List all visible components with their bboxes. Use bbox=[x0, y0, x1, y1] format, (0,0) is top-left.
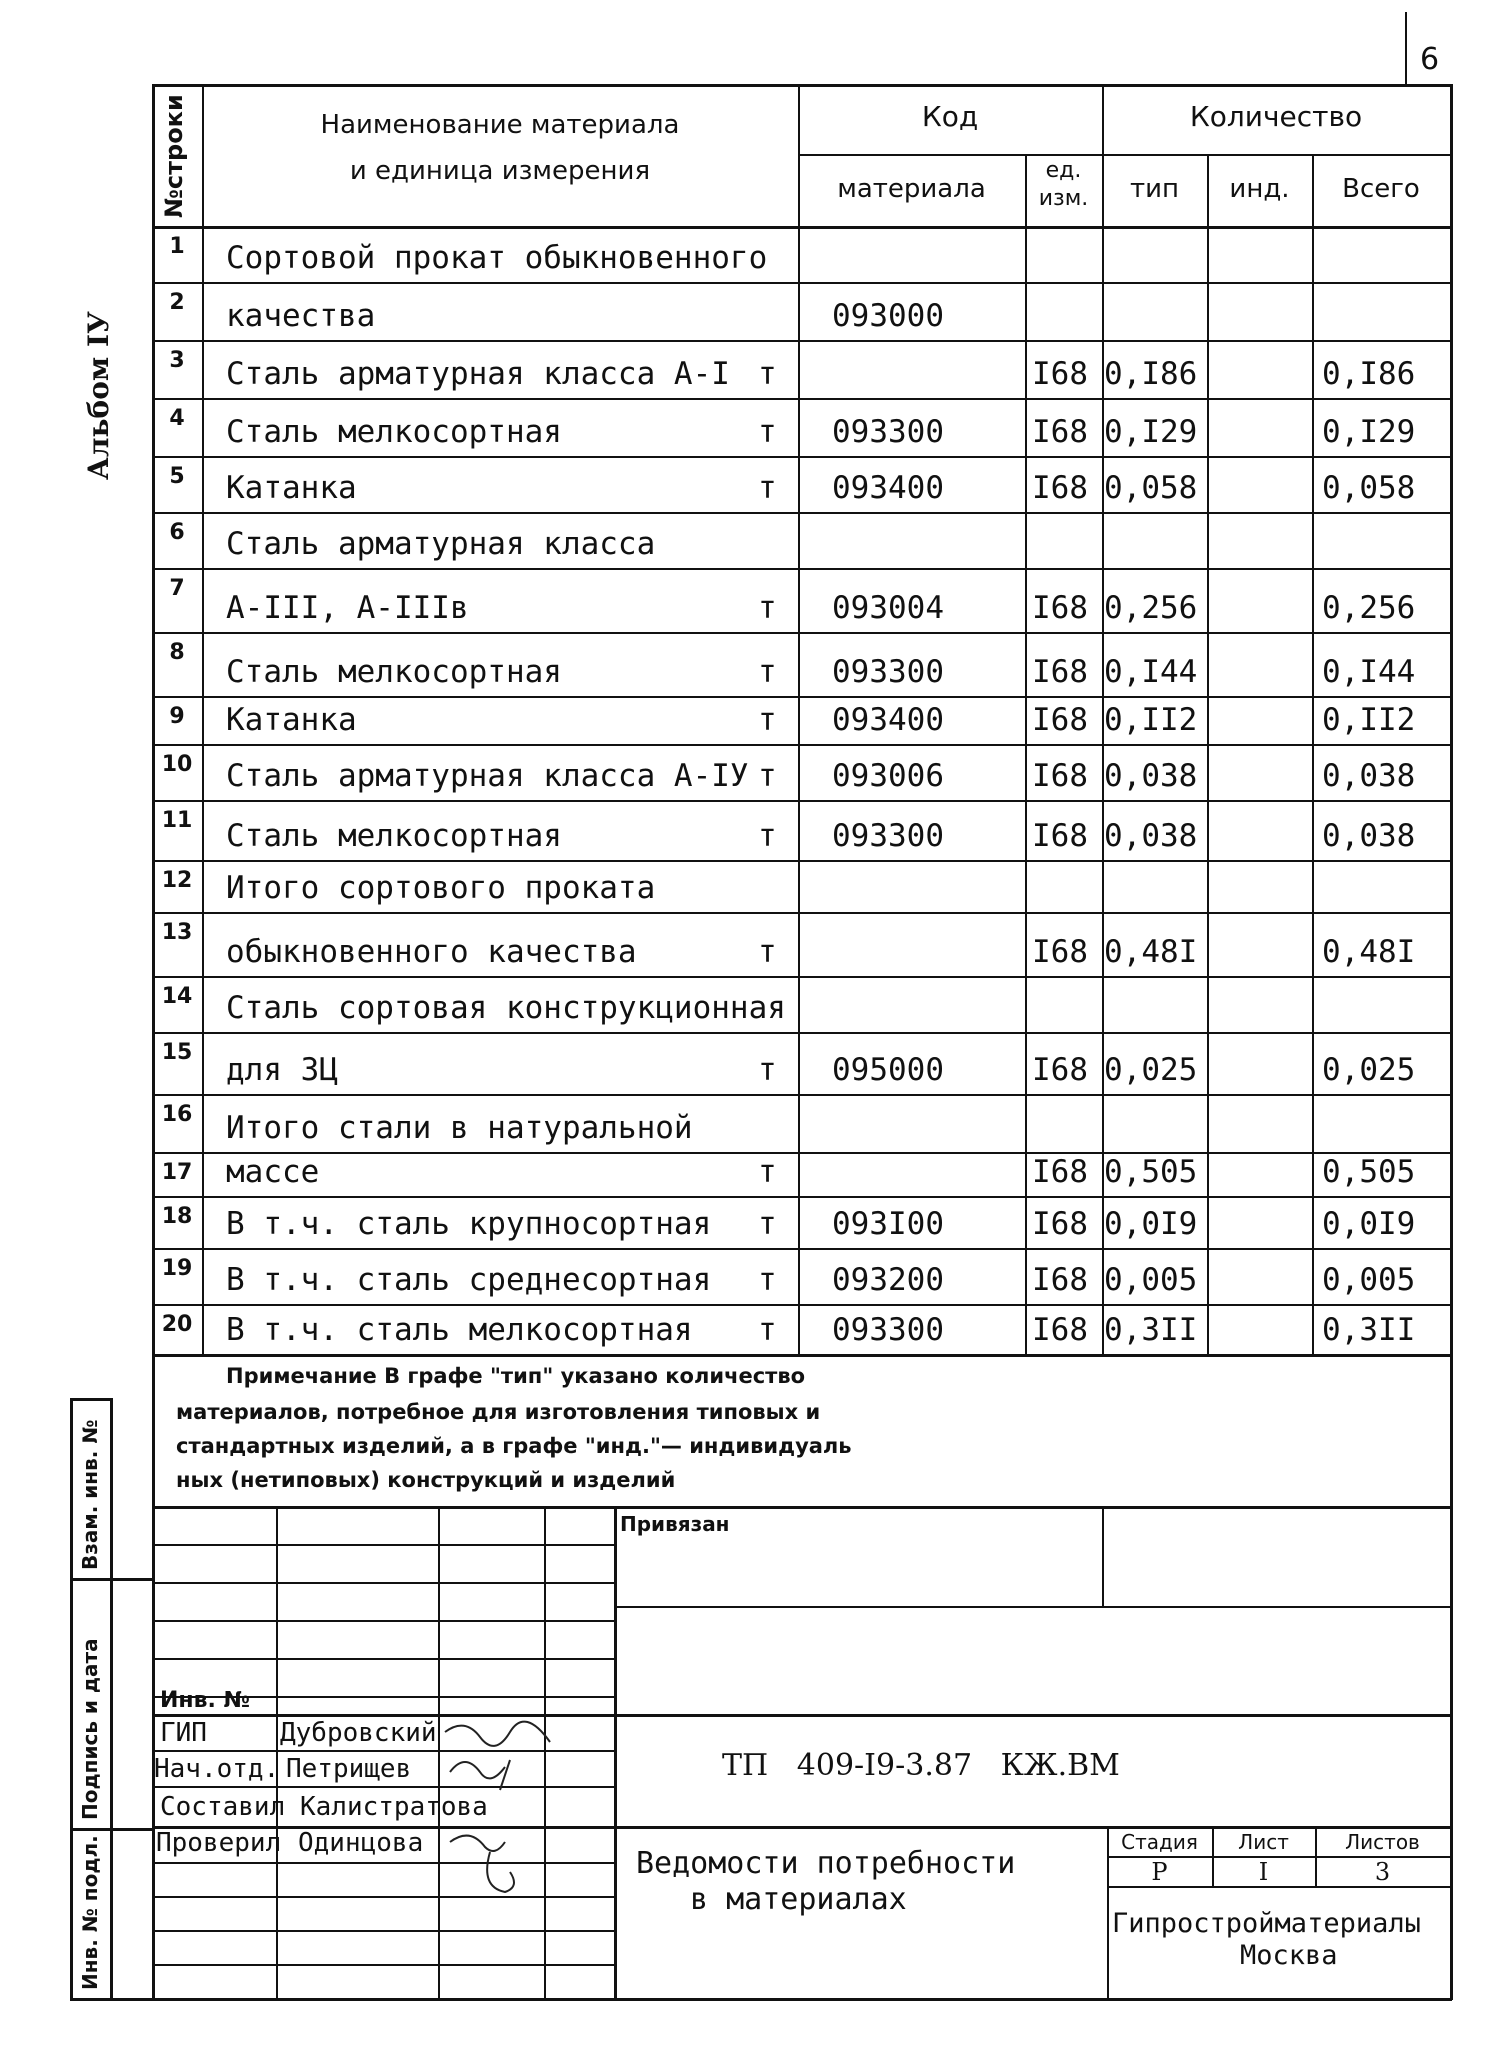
cell-name: Катанка bbox=[226, 470, 357, 506]
stage-value: Р bbox=[1151, 1858, 1168, 1886]
cell-total: 0,I44 bbox=[1322, 654, 1416, 690]
cell-total: 0,II2 bbox=[1322, 702, 1416, 738]
cell-code: 093006 bbox=[832, 758, 944, 794]
cell-ed: I68 bbox=[1032, 1262, 1088, 1298]
privyazan-label: Привязан bbox=[620, 1512, 730, 1536]
cell-n: 18 bbox=[161, 1204, 193, 1229]
cell-typ: 0,II2 bbox=[1104, 702, 1198, 738]
note-line-2: материалов, потребное для изготовления типовых и bbox=[176, 1400, 821, 1424]
cell-n: 2 bbox=[169, 290, 185, 315]
cell-total: 0,3II bbox=[1322, 1312, 1416, 1348]
cell-typ: 0,038 bbox=[1104, 758, 1198, 794]
person-name-nach: Петрищев bbox=[286, 1754, 412, 1784]
cell-total: 0,038 bbox=[1322, 818, 1416, 854]
cell-u: т bbox=[758, 590, 777, 626]
cell-ed: I68 bbox=[1032, 590, 1088, 626]
cell-n: 19 bbox=[161, 1256, 193, 1281]
cell-total: 0,256 bbox=[1322, 590, 1416, 626]
header-name-line1: Наименование материала bbox=[320, 110, 680, 140]
org-line1: Гипростройматериалы bbox=[1112, 1908, 1421, 1939]
note-line-3: стандартных изделий, а в графе "инд."— индивидуаль bbox=[176, 1434, 852, 1458]
cell-name: Сталь арматурная класса bbox=[226, 526, 656, 562]
cell-code: 093200 bbox=[832, 1262, 944, 1298]
page-number: 6 bbox=[1420, 42, 1440, 77]
header-row-no: №строки bbox=[160, 94, 188, 218]
cell-code: 093300 bbox=[832, 654, 944, 690]
cell-u: т bbox=[758, 414, 777, 450]
cell-typ: 0,I29 bbox=[1104, 414, 1198, 450]
doc-title-line1: Ведомости потребности bbox=[636, 1846, 1016, 1881]
cell-n: 17 bbox=[161, 1160, 193, 1185]
cell-ed: I68 bbox=[1032, 654, 1088, 690]
cell-code: 093004 bbox=[832, 590, 944, 626]
person-role-nach: Нач.отд. bbox=[154, 1754, 280, 1784]
header-unit-line2: изм. bbox=[1038, 186, 1089, 211]
cell-ed: I68 bbox=[1032, 818, 1088, 854]
cell-typ: 0,256 bbox=[1104, 590, 1198, 626]
sheet-label: Лист bbox=[1238, 1830, 1289, 1854]
cell-total: 0,025 bbox=[1322, 1052, 1416, 1088]
cell-code: 093300 bbox=[832, 414, 944, 450]
cell-u: т bbox=[758, 1312, 777, 1348]
sheets-value: 3 bbox=[1374, 1858, 1391, 1886]
cell-ed: I68 bbox=[1032, 934, 1088, 970]
header-code: Код bbox=[921, 100, 979, 133]
cell-name: А-III, А-IIIв bbox=[226, 590, 469, 626]
cell-typ: 0,48I bbox=[1104, 934, 1198, 970]
designation: ТП 409-I9-3.87 КЖ.ВМ bbox=[722, 1748, 1120, 1783]
person-role-prov: Проверил bbox=[156, 1828, 282, 1858]
sheets-label: Листов bbox=[1345, 1830, 1420, 1854]
cell-u: т bbox=[758, 1262, 777, 1298]
cell-ed: I68 bbox=[1032, 702, 1088, 738]
header-quantity: Количество bbox=[1189, 100, 1363, 133]
cell-name: Итого сортового проката bbox=[226, 870, 656, 906]
cell-name: Сталь мелкосортная bbox=[226, 818, 562, 854]
cell-code: 093300 bbox=[832, 818, 944, 854]
cell-name: качества bbox=[226, 298, 376, 334]
cell-u: т bbox=[758, 818, 777, 854]
cell-n: 4 bbox=[169, 406, 185, 431]
side-label-podpis: Подпись и дата bbox=[78, 1638, 102, 1820]
cell-n: 6 bbox=[169, 520, 185, 545]
cell-u: т bbox=[758, 470, 777, 506]
cell-name: Сортовой прокат обыкновенного bbox=[226, 240, 768, 276]
person-name-prov: Одинцова bbox=[298, 1828, 424, 1858]
cell-name: Сталь мелкосортная bbox=[226, 414, 562, 450]
cell-name: Сталь арматурная класса А-I bbox=[226, 356, 730, 392]
cell-n: 1 bbox=[169, 234, 185, 259]
cell-code: 093000 bbox=[832, 298, 944, 334]
cell-n: 5 bbox=[169, 464, 185, 489]
cell-typ: 0,3II bbox=[1104, 1312, 1198, 1348]
cell-ed: I68 bbox=[1032, 470, 1088, 506]
cell-typ: 0,038 bbox=[1104, 818, 1198, 854]
cell-n: 15 bbox=[161, 1040, 193, 1065]
cell-typ: 0,025 bbox=[1104, 1052, 1198, 1088]
cell-n: 10 bbox=[161, 752, 193, 777]
cell-u: т bbox=[758, 654, 777, 690]
header-ind: инд. bbox=[1229, 174, 1290, 204]
cell-typ: 0,505 bbox=[1104, 1154, 1198, 1190]
cell-typ: 0,I44 bbox=[1104, 654, 1198, 690]
cell-n: 9 bbox=[169, 704, 185, 729]
cell-n: 11 bbox=[161, 808, 193, 833]
cell-total: 0,058 bbox=[1322, 470, 1416, 506]
cell-total: 0,005 bbox=[1322, 1262, 1416, 1298]
side-label-inv: Инв. № подл. bbox=[78, 1835, 102, 1990]
cell-u: т bbox=[758, 1206, 777, 1242]
cell-total: 0,I86 bbox=[1322, 356, 1416, 392]
cell-ed: I68 bbox=[1032, 1052, 1088, 1088]
cell-n: 16 bbox=[161, 1102, 193, 1127]
header-total: Всего bbox=[1342, 174, 1420, 204]
cell-typ: 0,005 bbox=[1104, 1262, 1198, 1298]
cell-name: Сталь арматурная класса А-IУ bbox=[226, 758, 749, 794]
inv-no-label: Инв. № bbox=[160, 1688, 251, 1713]
person-role-sost: Составил bbox=[160, 1792, 286, 1822]
cell-total: 0,505 bbox=[1322, 1154, 1416, 1190]
sheet-value: I bbox=[1258, 1858, 1269, 1886]
cell-name: В т.ч. сталь среднесортная bbox=[226, 1262, 712, 1298]
cell-ed: I68 bbox=[1032, 356, 1088, 392]
cell-n: 7 bbox=[169, 576, 185, 601]
cell-total: 0,0I9 bbox=[1322, 1206, 1416, 1242]
album-label: Альбом IУ bbox=[82, 311, 115, 480]
cell-n: 14 bbox=[161, 984, 193, 1009]
cell-u: т bbox=[758, 1154, 777, 1190]
cell-name: массе bbox=[226, 1154, 320, 1190]
cell-n: 12 bbox=[161, 868, 193, 893]
cell-name: Катанка bbox=[226, 702, 357, 738]
cell-name: В т.ч. сталь крупносортная bbox=[226, 1206, 712, 1242]
cell-u: т bbox=[758, 702, 777, 738]
cell-name: Сталь сортовая конструкционная bbox=[226, 990, 786, 1026]
signature-marks bbox=[440, 1712, 600, 1902]
cell-total: 0,038 bbox=[1322, 758, 1416, 794]
person-role-gip: ГИП bbox=[160, 1718, 207, 1748]
cell-u: т bbox=[758, 356, 777, 392]
note-line-4: ных (нетиповых) конструкций и изделий bbox=[176, 1468, 676, 1492]
cell-name: В т.ч. сталь мелкосортная bbox=[226, 1312, 693, 1348]
header-typ: тип bbox=[1129, 174, 1180, 204]
cell-total: 0,I29 bbox=[1322, 414, 1416, 450]
cell-code: 093400 bbox=[832, 470, 944, 506]
cell-ed: I68 bbox=[1032, 1154, 1088, 1190]
cell-code: 093400 bbox=[832, 702, 944, 738]
cell-u: т bbox=[758, 1052, 777, 1088]
cell-n: 8 bbox=[169, 640, 185, 665]
header-name-line2: и единица измерения bbox=[349, 156, 651, 186]
header-unit-line1: ед. bbox=[1045, 158, 1082, 183]
cell-n: 20 bbox=[161, 1312, 193, 1337]
cell-typ: 0,058 bbox=[1104, 470, 1198, 506]
cell-typ: 0,I86 bbox=[1104, 356, 1198, 392]
person-name-gip: Дубровский bbox=[280, 1718, 437, 1748]
note-line-1: Примечание В графе "тип" указано количество bbox=[226, 1364, 806, 1388]
side-label-vzam: Взам. инв. № bbox=[78, 1419, 102, 1570]
cell-name: Итого стали в натуральной bbox=[226, 1110, 693, 1146]
header-material: материала bbox=[837, 174, 986, 204]
person-name-sost: Калистратова bbox=[300, 1792, 488, 1822]
cell-code: 095000 bbox=[832, 1052, 944, 1088]
cell-u: т bbox=[758, 934, 777, 970]
cell-ed: I68 bbox=[1032, 1206, 1088, 1242]
stage-label: Стадия bbox=[1121, 1830, 1198, 1854]
cell-code: 093I00 bbox=[832, 1206, 944, 1242]
cell-ed: I68 bbox=[1032, 1312, 1088, 1348]
cell-name: Сталь мелкосортная bbox=[226, 654, 562, 690]
cell-ed: I68 bbox=[1032, 414, 1088, 450]
org-line2: Москва bbox=[1240, 1940, 1338, 1971]
cell-n: 13 bbox=[161, 920, 193, 945]
cell-typ: 0,0I9 bbox=[1104, 1206, 1198, 1242]
cell-name: для ЗЦ bbox=[226, 1052, 338, 1088]
cell-total: 0,48I bbox=[1322, 934, 1416, 970]
cell-ed: I68 bbox=[1032, 758, 1088, 794]
doc-title-line2: в материалах bbox=[690, 1882, 907, 1917]
cell-u: т bbox=[758, 758, 777, 794]
cell-code: 093300 bbox=[832, 1312, 944, 1348]
cell-name: обыкновенного качества bbox=[226, 934, 637, 970]
cell-n: 3 bbox=[169, 348, 185, 373]
